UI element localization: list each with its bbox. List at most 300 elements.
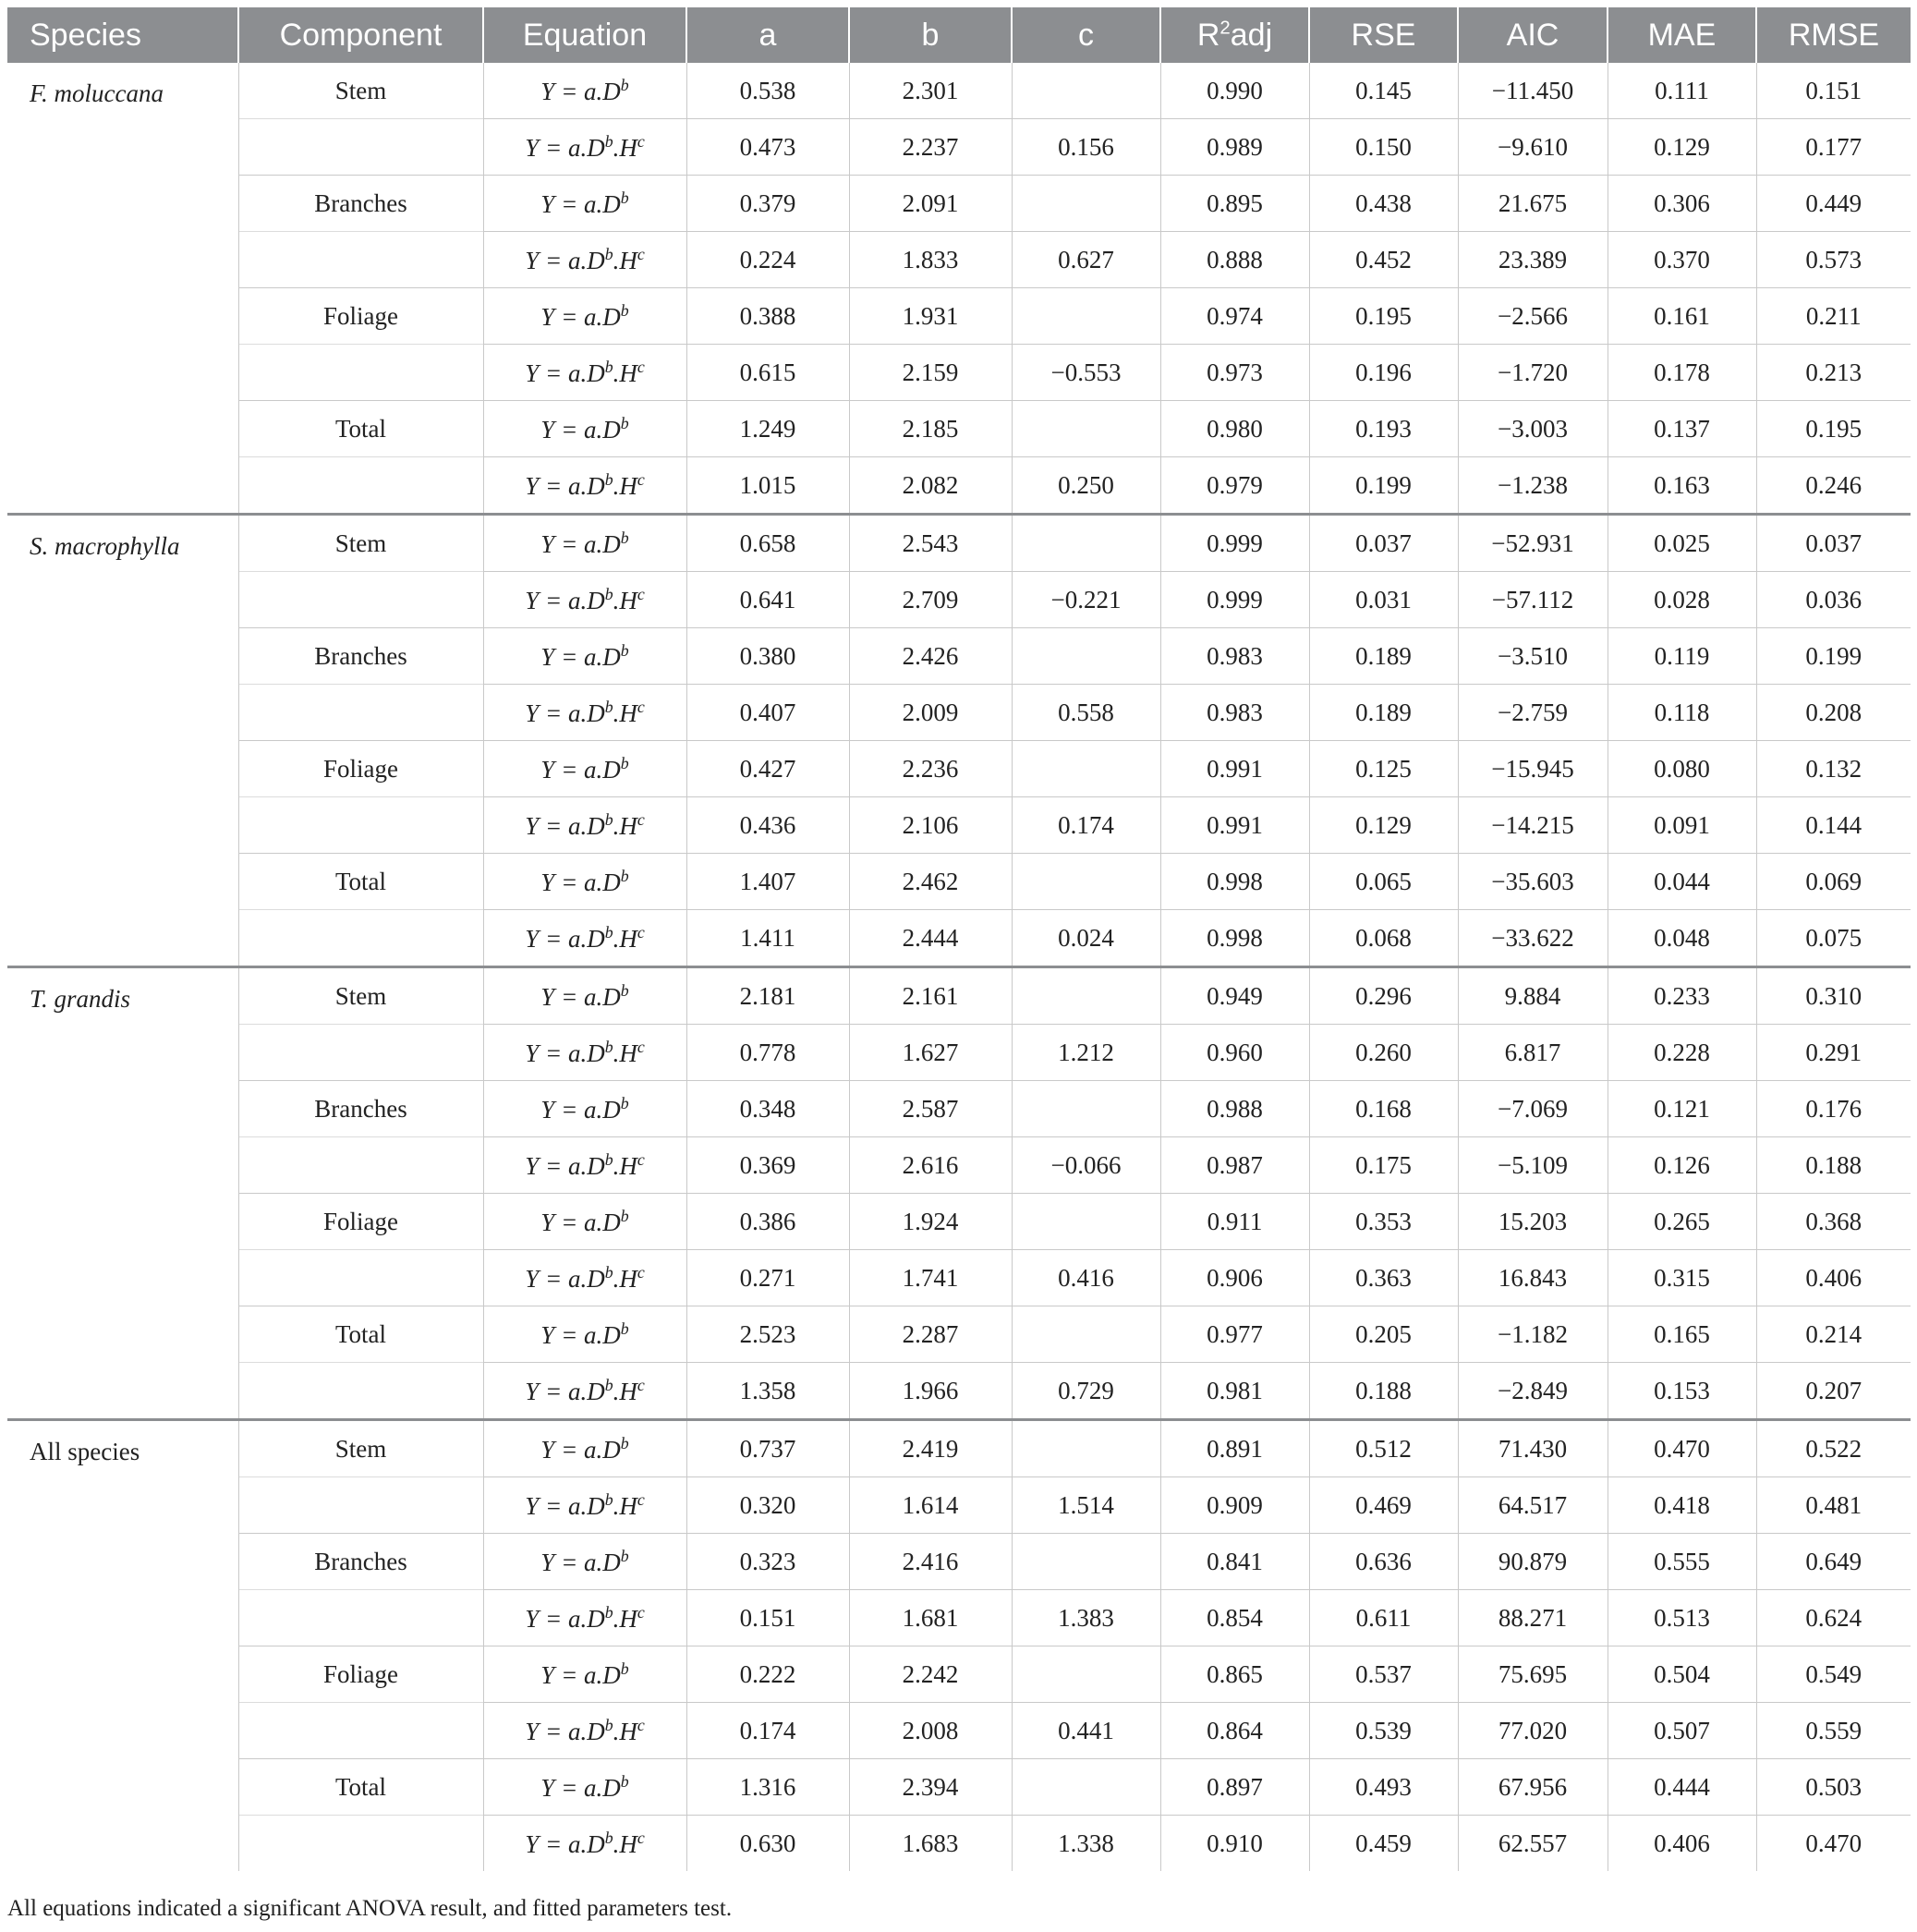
- value-cell-mae: 0.555: [1608, 1534, 1756, 1590]
- table-row: [7, 1534, 1911, 1590]
- value-cell-a: 0.615: [686, 345, 849, 401]
- value-cell-mae: 0.306: [1608, 176, 1756, 232]
- table-row: [7, 685, 1911, 741]
- value-cell-mae: 0.265: [1608, 1194, 1756, 1250]
- equation-cell: [483, 628, 686, 685]
- value-cell-rse: 0.065: [1309, 854, 1458, 910]
- value-cell-rmse: 0.199: [1756, 628, 1911, 685]
- value-cell-aic: −2.566: [1458, 288, 1608, 345]
- value-cell-mae: 0.315: [1608, 1250, 1756, 1306]
- equation-text: $Y = a.D^b.H^c$: [525, 1489, 645, 1520]
- header-a: a: [686, 7, 849, 63]
- value-cell-rmse: 0.214: [1756, 1306, 1911, 1363]
- value-cell-c: 0.729: [1012, 1363, 1160, 1420]
- component-cell: Stem: [238, 63, 483, 119]
- equation-text: $Y = a.D^b.H^c$: [525, 697, 645, 727]
- value-cell-b: 2.185: [849, 401, 1012, 457]
- value-cell-b: 2.091: [849, 176, 1012, 232]
- equation-cell: [483, 1306, 686, 1363]
- species-cell: All species: [7, 1420, 238, 1872]
- value-cell-rmse: 0.176: [1756, 1081, 1911, 1137]
- table-row: [7, 515, 1911, 572]
- value-cell-c: [1012, 967, 1160, 1025]
- value-cell-r2adj: 0.897: [1160, 1759, 1309, 1816]
- table-row: [7, 345, 1911, 401]
- component-cell: [238, 1363, 483, 1420]
- component-cell: [238, 1590, 483, 1646]
- header-rmse: RMSE: [1756, 7, 1911, 63]
- equation-text: $Y = a.D^b.H^c$: [525, 1602, 645, 1633]
- header-c: c: [1012, 7, 1160, 63]
- table-row: [7, 176, 1911, 232]
- value-cell-r2adj: 0.991: [1160, 797, 1309, 854]
- value-cell-b: 2.161: [849, 967, 1012, 1025]
- value-cell-rmse: 0.151: [1805, 76, 1862, 104]
- value-cell-rmse: 0.481: [1756, 1477, 1911, 1534]
- value-cell-r2adj: 0.960: [1160, 1025, 1309, 1081]
- equation-text: $Y = a.D^b.H^c$: [525, 1375, 645, 1405]
- value-cell-aic: 75.695: [1458, 1646, 1608, 1703]
- table-row: [7, 119, 1911, 176]
- value-cell-rmse: 0.573: [1756, 232, 1911, 288]
- equation-text: $Y = a.D^b$: [540, 1546, 629, 1576]
- value-cell-a: 0.388: [686, 288, 849, 345]
- value-cell-b: 2.543: [849, 515, 1012, 572]
- value-cell-aic: 67.956: [1458, 1759, 1608, 1816]
- value-cell-a: 1.411: [686, 910, 849, 967]
- value-cell-b: 2.462: [849, 854, 1012, 910]
- table-row: [7, 1250, 1911, 1306]
- value-cell-aic: −7.069: [1458, 1081, 1608, 1137]
- value-cell-c: −0.553: [1012, 345, 1160, 401]
- value-cell-rmse: 0.177: [1756, 119, 1911, 176]
- value-cell-a: 0.323: [686, 1534, 849, 1590]
- value-cell-c: [1012, 1534, 1160, 1590]
- value-cell-rse: 0.353: [1309, 1194, 1458, 1250]
- value-cell-mae: 0.507: [1608, 1703, 1756, 1759]
- value-cell-rse: 0.189: [1309, 685, 1458, 741]
- equation-cell: [483, 1590, 686, 1646]
- table-row: [7, 854, 1911, 910]
- value-cell-r2adj: 0.974: [1160, 288, 1309, 345]
- value-cell-aic: 64.517: [1458, 1477, 1608, 1534]
- value-cell-a: 1.015: [686, 457, 849, 515]
- value-cell-a: 0.379: [686, 176, 849, 232]
- value-cell-rmse: 0.291: [1756, 1025, 1911, 1081]
- value-cell-b: 1.966: [849, 1363, 1012, 1420]
- value-cell-a: 0.658: [686, 515, 849, 572]
- value-cell-c: 1.338: [1012, 1816, 1160, 1872]
- equation-cell: [483, 457, 686, 515]
- component-cell: Branches: [238, 628, 483, 685]
- equation-cell: [483, 685, 686, 741]
- value-cell-a: 1.316: [686, 1759, 849, 1816]
- equation-cell: [483, 1703, 686, 1759]
- value-cell-mae: 0.044: [1608, 854, 1756, 910]
- value-cell-aic: 90.879: [1458, 1534, 1608, 1590]
- value-cell-mae: 0.406: [1608, 1816, 1756, 1872]
- value-cell-mae: 0.025: [1608, 515, 1756, 572]
- value-cell-b: 1.924: [849, 1194, 1012, 1250]
- value-cell-c: 0.024: [1012, 910, 1160, 967]
- value-cell-rse: 0.175: [1309, 1137, 1458, 1194]
- value-cell-rse: 0.438: [1309, 176, 1458, 232]
- value-cell-r2adj: 0.949: [1160, 967, 1309, 1025]
- equation-text: $Y = a.D^b.H^c$: [525, 131, 645, 162]
- value-cell-aic: −1.182: [1458, 1306, 1608, 1363]
- value-cell-b: 2.587: [849, 1081, 1012, 1137]
- value-cell-c: [1012, 401, 1160, 457]
- value-cell-aic: −2.759: [1458, 685, 1608, 741]
- value-cell-rmse: 0.310: [1756, 967, 1911, 1025]
- table-row: [7, 1025, 1911, 1081]
- value-cell-aic: 6.817: [1458, 1025, 1608, 1081]
- component-cell: [238, 1137, 483, 1194]
- value-cell-rse: 0.068: [1309, 910, 1458, 967]
- equation-text: $Y = a.D^b$: [540, 413, 629, 444]
- equation-text: $Y = a.D^b.H^c$: [525, 922, 645, 953]
- value-cell-mae: 0.091: [1608, 797, 1756, 854]
- table-row: [7, 288, 1911, 345]
- value-cell-mae: 0.080: [1608, 741, 1756, 797]
- header-row: [7, 7, 1911, 63]
- equation-text: $Y = a.D^b$: [540, 75, 629, 105]
- results-table: [7, 7, 1911, 1871]
- value-cell-mae: 0.418: [1608, 1477, 1756, 1534]
- header-b: b: [849, 7, 1012, 63]
- value-cell-b: 2.416: [849, 1534, 1012, 1590]
- value-cell-a: 0.436: [686, 797, 849, 854]
- header-r2adj: $R^2adj$: [1160, 7, 1309, 63]
- component-cell: [238, 1703, 483, 1759]
- value-cell-a: 0.641: [686, 572, 849, 628]
- value-cell-mae: 0.111: [1608, 63, 1756, 119]
- value-cell-c: [1012, 515, 1160, 572]
- value-cell-c: 0.627: [1012, 232, 1160, 288]
- value-cell-r2adj: 0.999: [1160, 572, 1309, 628]
- equation-text: $Y = a.D^b.H^c$: [525, 469, 645, 500]
- value-cell-r2adj: 0.909: [1160, 1477, 1309, 1534]
- equation-text: $Y = a.D^b.H^c$: [525, 809, 645, 840]
- value-cell-c: 0.558: [1012, 685, 1160, 741]
- value-cell-a: 0.473: [686, 119, 849, 176]
- value-cell-rmse: 0.188: [1756, 1137, 1911, 1194]
- value-cell-b: 2.159: [849, 345, 1012, 401]
- value-cell-rmse: 0.037: [1756, 515, 1911, 572]
- value-cell-a: 0.386: [686, 1194, 849, 1250]
- value-cell-r2adj: 0.981: [1160, 1363, 1309, 1420]
- species-cell: F. moluccana: [7, 63, 238, 515]
- component-cell: [238, 910, 483, 967]
- value-cell-r2adj: 0.980: [1160, 401, 1309, 457]
- value-cell-aic: −35.603: [1458, 854, 1608, 910]
- value-cell-aic: −14.215: [1458, 797, 1608, 854]
- value-cell-c: [1012, 1081, 1160, 1137]
- value-cell-r2adj: 0.987: [1160, 1137, 1309, 1194]
- value-cell-rmse: 0.559: [1756, 1703, 1911, 1759]
- header-component: Component: [238, 7, 483, 63]
- value-cell-r2adj: 0.977: [1160, 1306, 1309, 1363]
- equation-text: $Y = a.D^b.H^c$: [525, 584, 645, 614]
- value-cell-b: 1.681: [849, 1590, 1012, 1646]
- value-cell-r2adj: 0.854: [1160, 1590, 1309, 1646]
- value-cell-aic: 23.389: [1458, 232, 1608, 288]
- value-cell-r2adj: 0.911: [1160, 1194, 1309, 1250]
- value-cell-rmse: 0.470: [1756, 1816, 1911, 1872]
- component-cell: Branches: [238, 176, 483, 232]
- value-cell-rmse: 0.522: [1756, 1420, 1911, 1477]
- value-cell-c: [1012, 854, 1160, 910]
- value-cell-aic: −52.931: [1458, 515, 1608, 572]
- component-cell: Foliage: [238, 1646, 483, 1703]
- value-cell-rse: 0.031: [1309, 572, 1458, 628]
- value-cell-r2adj: 0.991: [1160, 741, 1309, 797]
- value-cell-b: 2.426: [849, 628, 1012, 685]
- table-row: [7, 1194, 1911, 1250]
- value-cell-mae: 0.513: [1608, 1590, 1756, 1646]
- value-cell-mae: 0.129: [1608, 119, 1756, 176]
- value-cell-r2adj: 0.988: [1160, 1081, 1309, 1137]
- table-row: [7, 628, 1911, 685]
- value-cell-a: 0.369: [686, 1137, 849, 1194]
- table-row: [7, 572, 1911, 628]
- value-cell-rmse: 0.368: [1756, 1194, 1911, 1250]
- equation-cell: [483, 1646, 686, 1703]
- header-rse: RSE: [1309, 7, 1458, 63]
- value-cell-aic: −3.003: [1458, 401, 1608, 457]
- value-cell-c: 0.250: [1012, 457, 1160, 515]
- equation-cell: [483, 63, 686, 119]
- table-row: [7, 797, 1911, 854]
- value-cell-b: 1.614: [849, 1477, 1012, 1534]
- table-row: [7, 1420, 1911, 1477]
- value-cell-b: 2.242: [849, 1646, 1012, 1703]
- component-cell: Foliage: [238, 741, 483, 797]
- value-cell-c: [1012, 1646, 1160, 1703]
- value-cell-aic: 16.843: [1458, 1250, 1608, 1306]
- value-cell-a: 0.407: [686, 685, 849, 741]
- value-cell-c: [1012, 1194, 1160, 1250]
- component-cell: Branches: [238, 1534, 483, 1590]
- equation-cell: [483, 572, 686, 628]
- value-cell-aic: −11.450: [1458, 63, 1608, 119]
- value-cell-aic: −33.622: [1458, 910, 1608, 967]
- equation-cell: [483, 401, 686, 457]
- value-cell-rse: 0.205: [1309, 1306, 1458, 1363]
- table-row: [7, 401, 1911, 457]
- value-cell-rse: 0.196: [1309, 345, 1458, 401]
- value-cell-aic: 77.020: [1458, 1703, 1608, 1759]
- value-cell-rse: 0.145: [1309, 63, 1458, 119]
- value-cell-mae: 0.126: [1608, 1137, 1756, 1194]
- value-cell-b: 2.616: [849, 1137, 1012, 1194]
- equation-text: $Y = a.D^b.H^c$: [525, 1262, 645, 1293]
- component-cell: Total: [238, 1306, 483, 1363]
- value-cell-r2adj: 0.999: [1160, 515, 1309, 572]
- value-cell-b: 1.683: [849, 1816, 1012, 1872]
- value-cell-b: 2.709: [849, 572, 1012, 628]
- value-cell-b: 2.106: [849, 797, 1012, 854]
- value-cell-rmse: 0.624: [1756, 1590, 1911, 1646]
- value-cell-rse: 0.469: [1309, 1477, 1458, 1534]
- value-cell-rse: 0.188: [1309, 1363, 1458, 1420]
- value-cell-rmse: 0.036: [1756, 572, 1911, 628]
- value-cell-r2adj: 0.895: [1160, 176, 1309, 232]
- value-cell-rmse: 0.195: [1756, 401, 1911, 457]
- value-cell-mae: 0.444: [1608, 1759, 1756, 1816]
- value-cell-r2adj: 0.888: [1160, 232, 1309, 288]
- equation-text: $Y = a.D^b.H^c$: [525, 1037, 645, 1067]
- value-cell-rse: 0.037: [1309, 515, 1458, 572]
- value-cell-rse: 0.168: [1309, 1081, 1458, 1137]
- table-row: [7, 63, 1911, 119]
- value-cell-rse: 0.195: [1309, 288, 1458, 345]
- value-cell-aic: 71.430: [1458, 1420, 1608, 1477]
- equation-cell: [483, 119, 686, 176]
- value-cell-rse: 0.539: [1309, 1703, 1458, 1759]
- equation-text: $Y = a.D^b$: [540, 1659, 629, 1689]
- value-cell-a: 0.174: [686, 1703, 849, 1759]
- value-cell-c: [1012, 288, 1160, 345]
- value-cell-aic: −1.720: [1458, 345, 1608, 401]
- component-cell: Total: [238, 1759, 483, 1816]
- value-cell-a: 2.181: [686, 967, 849, 1025]
- value-cell-c: 1.383: [1012, 1590, 1160, 1646]
- component-cell: [238, 797, 483, 854]
- value-cell-aic: −15.945: [1458, 741, 1608, 797]
- value-cell-c: −0.066: [1012, 1137, 1160, 1194]
- value-cell-aic: −3.510: [1458, 628, 1608, 685]
- equation-cell: [483, 854, 686, 910]
- value-cell-a: 0.224: [686, 232, 849, 288]
- species-cell: S. macrophylla: [7, 515, 238, 967]
- value-cell-rse: 0.260: [1309, 1025, 1458, 1081]
- value-cell-c: [1012, 176, 1160, 232]
- table-body: [7, 63, 1911, 1871]
- equation-cell: [483, 515, 686, 572]
- value-cell-rse: 0.193: [1309, 401, 1458, 457]
- value-cell-rmse: 0.549: [1756, 1646, 1911, 1703]
- value-cell-rmse: 0.069: [1756, 854, 1911, 910]
- value-cell-c: 1.212: [1012, 1025, 1160, 1081]
- value-cell-rmse: 0.132: [1756, 741, 1911, 797]
- value-cell-a: 0.348: [686, 1081, 849, 1137]
- value-cell-mae: 0.370: [1608, 232, 1756, 288]
- value-cell-r2adj: 0.983: [1160, 685, 1309, 741]
- value-cell-mae: 0.163: [1608, 457, 1756, 515]
- value-cell-a: 0.222: [686, 1646, 849, 1703]
- value-cell-c: −0.221: [1012, 572, 1160, 628]
- equation-cell: [483, 232, 686, 288]
- value-cell-rse: 0.189: [1309, 628, 1458, 685]
- equation-cell: [483, 1194, 686, 1250]
- value-cell-b: 2.419: [849, 1420, 1012, 1477]
- value-cell-rmse: 0.075: [1756, 910, 1911, 967]
- value-cell-r2adj: 0.990: [1160, 63, 1309, 119]
- equation-cell: [483, 797, 686, 854]
- value-cell-b: 2.287: [849, 1306, 1012, 1363]
- component-cell: [238, 232, 483, 288]
- value-cell-c: [1012, 63, 1160, 119]
- value-cell-b: 2.236: [849, 741, 1012, 797]
- value-cell-rse: 0.512: [1309, 1420, 1458, 1477]
- equation-cell: [483, 1025, 686, 1081]
- value-cell-r2adj: 0.864: [1160, 1703, 1309, 1759]
- equation-text: $Y = a.D^b$: [540, 866, 629, 896]
- table-row: [7, 1363, 1911, 1420]
- value-cell-rmse: 0.211: [1756, 288, 1911, 345]
- equation-text: $Y = a.D^b.H^c$: [525, 1715, 645, 1745]
- equation-text: $Y = a.D^b.H^c$: [525, 357, 645, 387]
- value-cell-aic: 21.675: [1458, 176, 1608, 232]
- component-cell: [238, 572, 483, 628]
- value-cell-rse: 0.199: [1309, 457, 1458, 515]
- value-cell-rse: 0.537: [1309, 1646, 1458, 1703]
- table-row: [7, 1477, 1911, 1534]
- value-cell-rse: 0.459: [1309, 1816, 1458, 1872]
- equation-cell: [483, 1363, 686, 1420]
- value-cell-rse: 0.452: [1309, 232, 1458, 288]
- table-row: [7, 1590, 1911, 1646]
- equation-text: $Y = a.D^b$: [540, 1318, 629, 1349]
- value-cell-r2adj: 0.989: [1160, 119, 1309, 176]
- equation-text: $Y = a.D^b$: [540, 1093, 629, 1124]
- value-cell-mae: 0.121: [1608, 1081, 1756, 1137]
- value-cell-a: 0.380: [686, 628, 849, 685]
- value-cell-mae: 0.118: [1608, 685, 1756, 741]
- value-cell-aic: 62.557: [1458, 1816, 1608, 1872]
- component-cell: Total: [238, 401, 483, 457]
- value-cell-mae: 0.504: [1608, 1646, 1756, 1703]
- value-cell-a: 2.523: [686, 1306, 849, 1363]
- equation-text: $Y = a.D^b$: [540, 640, 629, 671]
- value-cell-mae: 0.048: [1608, 910, 1756, 967]
- table-row: [7, 1703, 1911, 1759]
- value-cell-r2adj: 0.973: [1160, 345, 1309, 401]
- value-cell-c: 0.416: [1012, 1250, 1160, 1306]
- equation-text: $Y = a.D^b$: [540, 188, 629, 218]
- value-cell-mae: 0.028: [1608, 572, 1756, 628]
- value-cell-a: 0.151: [686, 1590, 849, 1646]
- value-cell-r2adj: 0.998: [1160, 854, 1309, 910]
- value-cell-rse: 0.493: [1309, 1759, 1458, 1816]
- value-cell-c: 1.514: [1012, 1477, 1160, 1534]
- equation-text: $Y = a.D^b$: [540, 753, 629, 784]
- value-cell-rse: 0.125: [1309, 741, 1458, 797]
- value-cell-c: 0.156: [1012, 119, 1160, 176]
- value-cell-r2adj: 0.906: [1160, 1250, 1309, 1306]
- table-row: [7, 457, 1911, 515]
- value-cell-aic: −2.849: [1458, 1363, 1608, 1420]
- value-cell-c: 0.441: [1012, 1703, 1160, 1759]
- value-cell-a: 0.427: [686, 741, 849, 797]
- equation-cell: [483, 1420, 686, 1477]
- value-cell-b: 1.741: [849, 1250, 1012, 1306]
- component-cell: [238, 457, 483, 515]
- component-cell: Foliage: [238, 288, 483, 345]
- header-mae: MAE: [1608, 7, 1756, 63]
- component-cell: [238, 119, 483, 176]
- value-cell-b: 1.627: [849, 1025, 1012, 1081]
- component-cell: [238, 345, 483, 401]
- component-cell: [238, 1477, 483, 1534]
- value-cell-rmse: 0.208: [1756, 685, 1911, 741]
- value-cell-aic: 9.884: [1458, 967, 1608, 1025]
- value-cell-mae: 0.165: [1608, 1306, 1756, 1363]
- value-cell-r2adj: 0.841: [1160, 1534, 1309, 1590]
- value-cell-aic: 15.203: [1458, 1194, 1608, 1250]
- equation-cell: [483, 1477, 686, 1534]
